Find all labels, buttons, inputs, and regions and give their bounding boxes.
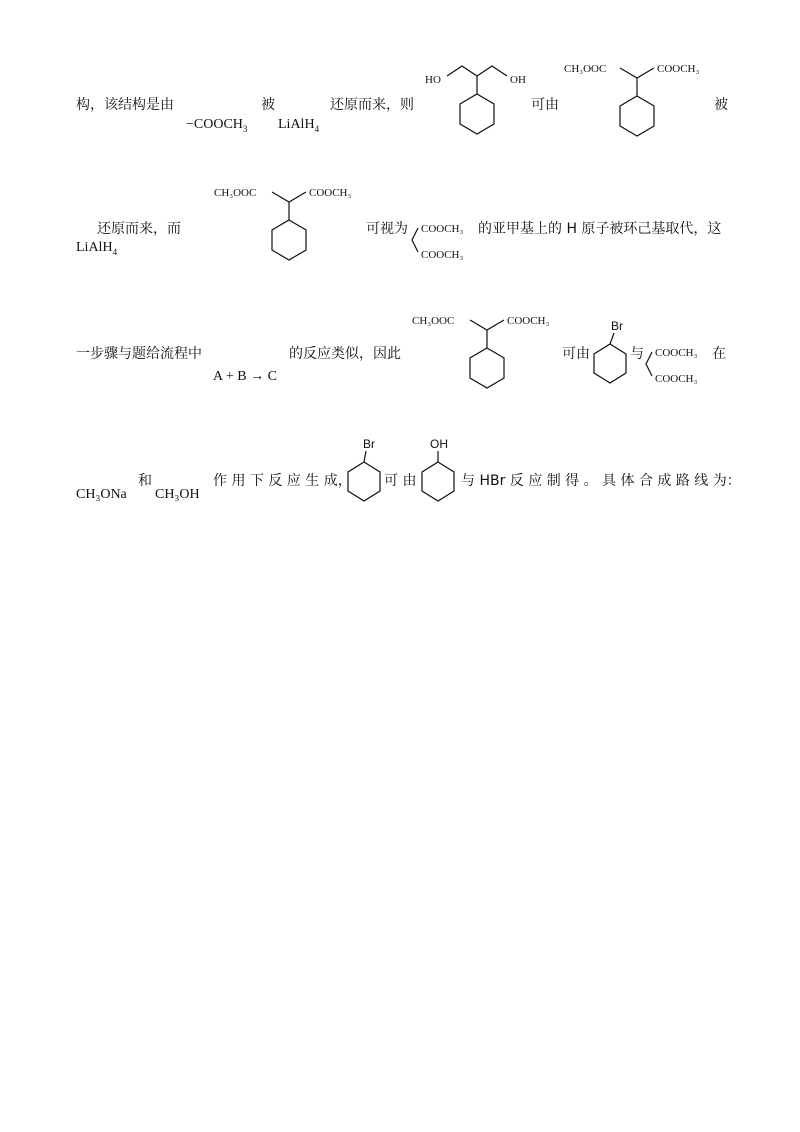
formula-ch3oh: CH₃OH xyxy=(155,487,200,502)
oh-label: OH xyxy=(430,437,448,451)
malonate-top-label: COOCH₃ xyxy=(421,223,464,235)
line1-text-b: 还原而来，则 xyxy=(330,97,414,113)
cyclohexanol-structure xyxy=(416,434,466,514)
line2-text-c: 的亚甲基上的 H 原子被环己基取代，这 xyxy=(478,221,722,237)
ho-label: HO xyxy=(425,74,441,86)
line4-text-b: 可 由 xyxy=(384,473,417,489)
line2-text-a: 还原而来，而 xyxy=(97,221,181,237)
line1-text-bei: 被 xyxy=(261,97,275,113)
formula-lialh4-2: LiAlH$_4$ xyxy=(76,240,118,257)
line3-text-d: 与 xyxy=(630,346,644,362)
line3-text-e: 在 xyxy=(712,346,726,362)
cooch3-label: COOCH₃ xyxy=(309,187,352,199)
formula-ch3ona: CH₃ONa xyxy=(76,487,127,502)
line4-text-c: 与 HBr 反 应 制 得 。 具 体 合 成 路 线 为： xyxy=(461,473,741,489)
oh-label: OH xyxy=(510,74,526,86)
line3-text-c: 可由 xyxy=(562,346,590,362)
malonate-ester-structure-1 xyxy=(560,58,720,198)
line4-text-a: 作 用 下 反 应 生 成， xyxy=(213,473,352,489)
malonate-ester-structure-3 xyxy=(410,310,570,400)
formula-lialh4: LiAlH$_4$ xyxy=(278,117,320,134)
cooch3-label: COOCH₃ xyxy=(507,315,550,327)
malonate-top-label: COOCH₃ xyxy=(655,347,698,359)
diol-structure xyxy=(420,58,530,198)
line3-text-a: 一步骤与题给流程中 xyxy=(76,346,202,362)
br-label: Br xyxy=(611,319,623,333)
ch3ooc-label: CH₃OOC xyxy=(564,63,607,75)
line1-text-c: 可由 xyxy=(531,97,559,113)
formula-cooch3: $-COOCH_3$ xyxy=(186,117,248,134)
line1-text-a: 构，该结构是由 xyxy=(76,97,174,113)
ch3ooc-label: CH₃OOC xyxy=(214,187,257,199)
malonate-ester-structure-2 xyxy=(212,182,372,272)
reaction-equation: A + B → C xyxy=(213,369,277,384)
malonate-bottom-label: COOCH₃ xyxy=(655,373,698,385)
line2-text-b: 可视为 xyxy=(366,221,408,237)
cooch3-label: COOCH₃ xyxy=(657,63,700,75)
line4-text-he: 和 xyxy=(138,473,152,489)
line3-text-b: 的反应类似，因此 xyxy=(289,346,401,362)
br-label: Br xyxy=(363,437,375,451)
line1-text-d: 被 xyxy=(714,97,728,113)
ch3ooc-label: CH₃OOC xyxy=(412,315,455,327)
malonate-bottom-label: COOCH₃ xyxy=(421,249,464,261)
